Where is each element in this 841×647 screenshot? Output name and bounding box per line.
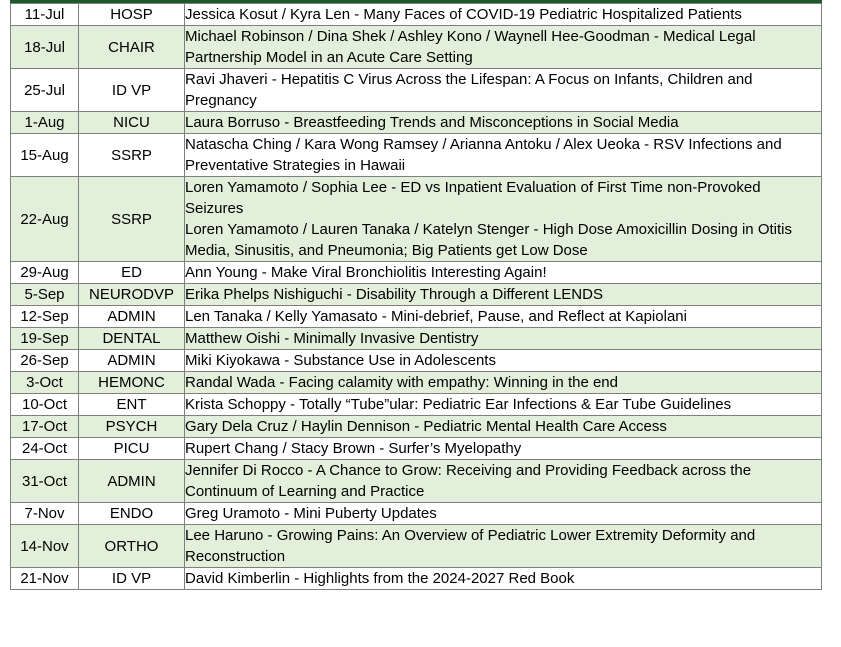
date-cell: 19-Sep bbox=[11, 328, 79, 350]
topic-text: Erika Phelps Nishiguchi - Disability Through a Different LENDS bbox=[185, 286, 603, 303]
table-row bbox=[11, 4, 822, 26]
date-cell: 10-Oct bbox=[11, 394, 79, 416]
date-cell: 11-Jul bbox=[11, 4, 79, 26]
topic-cell bbox=[185, 460, 822, 503]
topic-cell bbox=[185, 525, 822, 568]
date-cell: 24-Oct bbox=[11, 438, 79, 460]
topic-text: Natascha Ching / Kara Wong Ramsey / Arianna Antoku / Alex Ueoka - RSV Infections and Preventative Strategies in Hawaii bbox=[185, 136, 782, 174]
table-row bbox=[11, 262, 822, 284]
topic-cell bbox=[185, 503, 822, 525]
department-cell: ENT bbox=[79, 394, 185, 416]
schedule-table bbox=[10, 3, 822, 590]
table-row bbox=[11, 112, 822, 134]
date-cell: 17-Oct bbox=[11, 416, 79, 438]
topic-cell bbox=[185, 112, 822, 134]
topic-text: Laura Borruso - Breastfeeding Trends and Misconceptions in Social Media bbox=[185, 114, 679, 131]
schedule-body bbox=[11, 4, 822, 590]
department-cell: HOSP bbox=[79, 4, 185, 26]
topic-text: Lee Haruno - Growing Pains: An Overview of Pediatric Lower Extremity Deformity and Reconstruction bbox=[185, 527, 756, 565]
date-cell: 12-Sep bbox=[11, 306, 79, 328]
date-cell: 15-Aug bbox=[11, 134, 79, 177]
topic-cell bbox=[185, 328, 822, 350]
topic-cell bbox=[185, 350, 822, 372]
department-cell: NICU bbox=[79, 112, 185, 134]
date-cell: 1-Aug bbox=[11, 112, 79, 134]
date-cell: 21-Nov bbox=[11, 568, 79, 590]
topic-text: Jennifer Di Rocco - A Chance to Grow: Receiving and Providing Feedback across the Continuum of Learning and Practice bbox=[185, 462, 752, 500]
table-row bbox=[11, 306, 822, 328]
table-row bbox=[11, 372, 822, 394]
table-row bbox=[11, 328, 822, 350]
topic-cell bbox=[185, 568, 822, 590]
date-cell: 7-Nov bbox=[11, 503, 79, 525]
department-cell: ID VP bbox=[79, 568, 185, 590]
topic-text: Ravi Jhaveri - Hepatitis C Virus Across the Lifespan: A Focus on Infants, Children and Pregnancy bbox=[185, 71, 753, 109]
department-cell: ENDO bbox=[79, 503, 185, 525]
table-row bbox=[11, 416, 822, 438]
department-cell: ADMIN bbox=[79, 350, 185, 372]
table-row bbox=[11, 177, 822, 262]
topic-text: David Kimberlin - Highlights from the 2024-2027 Red Book bbox=[185, 570, 575, 587]
topic-cell bbox=[185, 306, 822, 328]
topic-cell bbox=[185, 4, 822, 26]
department-cell: SSRP bbox=[79, 134, 185, 177]
topic-text: Rupert Chang / Stacy Brown - Surfer’s Myelopathy bbox=[185, 440, 522, 457]
topic-text: Randal Wada - Facing calamity with empathy: Winning in the end bbox=[185, 374, 618, 391]
department-cell: ID VP bbox=[79, 69, 185, 112]
date-cell: 31-Oct bbox=[11, 460, 79, 503]
date-cell: 29-Aug bbox=[11, 262, 79, 284]
topic-text: Loren Yamamoto / Lauren Tanaka / Katelyn Stenger - High Dose Amoxicillin Dosing in Otitis Media, Sinusitis, and Pneumonia; Big Patients get Low Dose bbox=[185, 221, 792, 259]
department-cell: ADMIN bbox=[79, 460, 185, 503]
topic-text: Greg Uramoto - Mini Puberty Updates bbox=[185, 505, 437, 522]
topic-cell bbox=[185, 372, 822, 394]
department-cell: PICU bbox=[79, 438, 185, 460]
topic-cell bbox=[185, 177, 822, 262]
date-cell: 22-Aug bbox=[11, 177, 79, 262]
topic-text: Matthew Oishi - Minimally Invasive Dentistry bbox=[185, 330, 479, 347]
date-cell: 25-Jul bbox=[11, 69, 79, 112]
topic-cell bbox=[185, 26, 822, 69]
topic-cell bbox=[185, 284, 822, 306]
date-cell: 26-Sep bbox=[11, 350, 79, 372]
topic-text: Ann Young - Make Viral Bronchiolitis Interesting Again! bbox=[185, 264, 547, 281]
date-cell: 5-Sep bbox=[11, 284, 79, 306]
table-row bbox=[11, 568, 822, 590]
topic-text: Gary Dela Cruz / Haylin Dennison - Pediatric Mental Health Care Access bbox=[185, 418, 667, 435]
date-cell: 18-Jul bbox=[11, 26, 79, 69]
table-row bbox=[11, 284, 822, 306]
department-cell: DENTAL bbox=[79, 328, 185, 350]
table-row bbox=[11, 69, 822, 112]
topic-text: Loren Yamamoto / Sophia Lee - ED vs Inpatient Evaluation of First Time non-Provoked Seizures bbox=[185, 179, 761, 217]
table-row bbox=[11, 460, 822, 503]
department-cell: HEMONC bbox=[79, 372, 185, 394]
table-row bbox=[11, 438, 822, 460]
topic-cell bbox=[185, 394, 822, 416]
table-row bbox=[11, 394, 822, 416]
table-row bbox=[11, 525, 822, 568]
department-cell: NEURODVP bbox=[79, 284, 185, 306]
table-row bbox=[11, 350, 822, 372]
topic-cell bbox=[185, 262, 822, 284]
table-row bbox=[11, 26, 822, 69]
department-cell: CHAIR bbox=[79, 26, 185, 69]
department-cell: ORTHO bbox=[79, 525, 185, 568]
department-cell: ED bbox=[79, 262, 185, 284]
topic-cell bbox=[185, 69, 822, 112]
topic-text: Krista Schoppy - Totally “Tube”ular: Pediatric Ear Infections & Ear Tube Guidelines bbox=[185, 396, 732, 413]
table-row bbox=[11, 134, 822, 177]
department-cell: PSYCH bbox=[79, 416, 185, 438]
topic-text: Len Tanaka / Kelly Yamasato - Mini-debrief, Pause, and Reflect at Kapiolani bbox=[185, 308, 687, 325]
date-cell: 3-Oct bbox=[11, 372, 79, 394]
topic-text: Miki Kiyokawa - Substance Use in Adolescents bbox=[185, 352, 496, 369]
date-cell: 14-Nov bbox=[11, 525, 79, 568]
department-cell: SSRP bbox=[79, 177, 185, 262]
topic-cell bbox=[185, 416, 822, 438]
department-cell: ADMIN bbox=[79, 306, 185, 328]
topic-text: Jessica Kosut / Kyra Len - Many Faces of COVID-19 Pediatric Hospitalized Patients bbox=[185, 6, 742, 23]
table-row bbox=[11, 503, 822, 525]
topic-cell bbox=[185, 134, 822, 177]
topic-cell bbox=[185, 438, 822, 460]
topic-text: Michael Robinson / Dina Shek / Ashley Kono / Waynell Hee-Goodman - Medical Legal Partnership Model in an Acute Care Setting bbox=[185, 28, 756, 66]
